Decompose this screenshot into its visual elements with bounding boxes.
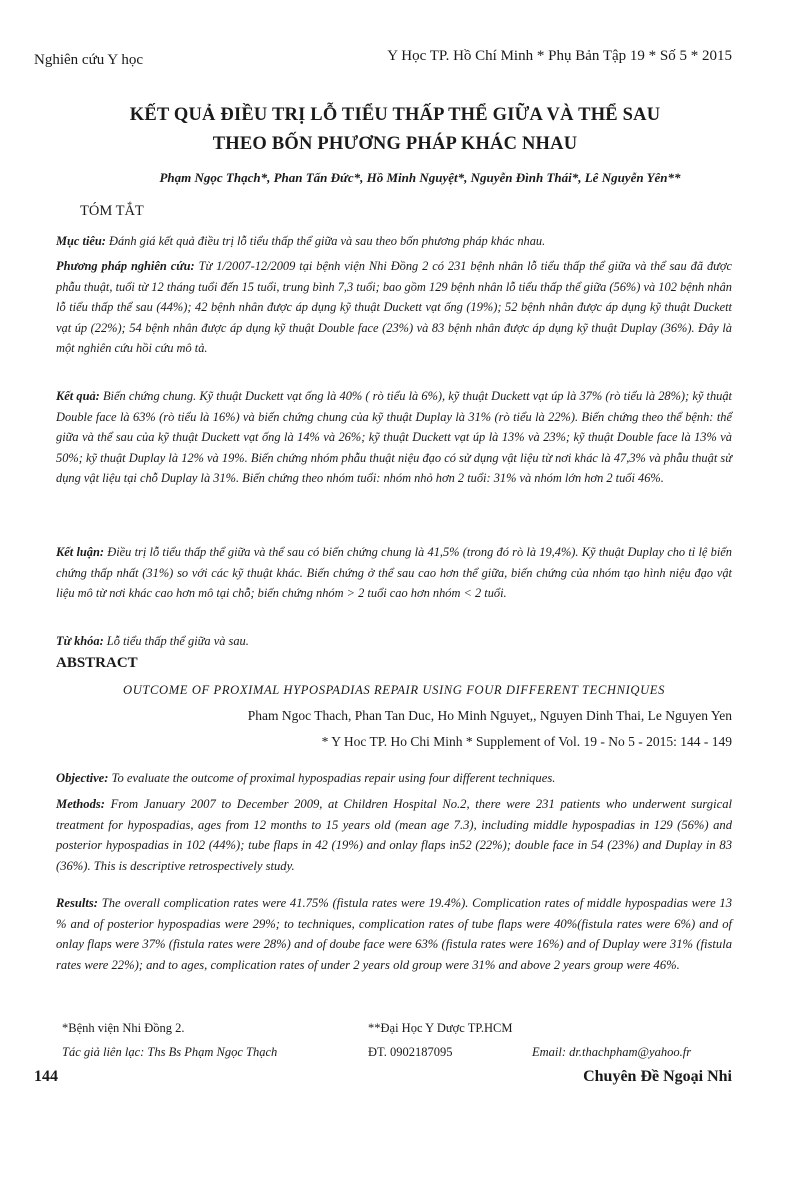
section-heading-tom-tat: TÓM TẮT (80, 203, 144, 219)
page-number: 144 (34, 1068, 58, 1085)
running-header-left: Nghiên cứu Y học (34, 52, 144, 68)
english-author-list: Pham Ngoc Thach, Phan Tan Duc, Ho Minh Nguyet,, Nguyen Dinh Thai, Le Nguyen Yen (247, 708, 732, 723)
text-methods: From January 2007 to December 2009, at Children Hospital No.2, there were 231 patients who underwent surgical treatment for hypospadias, ages from 12 months to 15 years old (mean age 7.3), including middle hypospadias in 129 (56%) and posterior hypospadias in 102 (44%); tube flaps in 42 (19%) and onlay flaps in52 (22%); double face in 54 (23%) and Duplay in 83 (36%). This is descriptive retrospectively study. (56, 797, 732, 873)
footnote-affiliation-1: *Bệnh viện Nhi Đồng 2. (62, 1021, 185, 1035)
label-muc-tieu: Mục tiêu: (56, 234, 106, 248)
abstract-vi-objective (56, 231, 732, 252)
section-heading-abstract: ABSTRACT (56, 655, 138, 671)
label-ket-luan: Kết luận: (56, 545, 104, 559)
article-title-line-2: THEO BỐN PHƯƠNG PHÁP KHÁC NHAU (212, 134, 578, 154)
footnote-phone: ĐT. 0902187095 (368, 1045, 453, 1059)
footnote-affiliation-2: **Đại Học Y Dược TP.HCM (368, 1021, 513, 1035)
english-title: OUTCOME OF PROXIMAL HYPOSPADIAS REPAIR USING FOUR DIFFERENT TECHNIQUES (123, 683, 665, 697)
text-phuong-phap: Từ 1/2007-12/2009 tại bệnh viện Nhi Đồng 2 có 231 bệnh nhân lỗ tiểu thấp thể giữa và thể sau đã được phẫu thuật, tuổi từ 12 tháng tuổi đến 15 tuổi, trung bình 7,3 tuổi; bao gồm 129 bệnh nhân lỗ tiểu thấp thể giữa (56%) và 102 bệnh nhân lỗ tiểu thấp thể sau (44%); 42 bệnh nhân được áp dụng kỹ thuật Duckett vạt ống (19%); 52 bệnh nhân được áp dụng kỹ thuật Duckett vạt úp (22%); 54 bệnh nhân được áp dụng kỹ thuật Double face (23%) và 83 bệnh nhân được áp dụng kỹ thuật Duplay (36%). Đây là một nghiên cứu hồi cứu mô tả. (56, 259, 733, 355)
abstract-vi-results (56, 386, 732, 489)
citation-line: * Y Hoc TP. Ho Chi Minh * Supplement of Vol. 19 - No 5 - 2015: 144 - 149 (321, 734, 732, 749)
abstract-vi-keywords (56, 631, 732, 652)
text-muc-tieu: Đánh giá kết quả điều trị lỗ tiểu thấp thể giữa và sau theo bốn phương pháp khác nhau. (105, 234, 546, 248)
label-methods: Methods: (56, 797, 105, 811)
text-objective: To evaluate the outcome of proximal hypospadias repair using four different techniques. (108, 771, 556, 785)
label-objective: Objective: (56, 771, 109, 785)
abstract-en-objective (56, 768, 732, 789)
label-results: Results: (56, 896, 98, 910)
abstract-en-methods (56, 794, 732, 876)
text-tu-khoa: Lỗ tiểu thấp thể giữa và sau. (103, 634, 249, 648)
journal-section-name: Chuyên Đề Ngoại Nhi (583, 1068, 732, 1085)
footnote-contact-author: Tác giả liên lạc: Ths Bs Phạm Ngọc Thạch (62, 1045, 278, 1059)
text-ket-luan: Điều trị lỗ tiểu thấp thể giữa và thể sau có biến chứng chung là 41,5% (trong đó rò là 19,4%). Kỹ thuật Duplay cho tỉ lệ biến chứng thấp nhất (31%) so với các kỹ thuật khác. Biến chứng ở thể sau cao hơn thể giữa, biến chứng của nhóm tạo hình niệu đạo vật liệu mô từ nơi khác cao hơn mô tại chỗ; biến chứng nhóm > 2 tuổi cao hơn nhóm < 2 tuổi. (56, 545, 732, 600)
abstract-vi-conclusion (56, 542, 732, 604)
running-header-right: Y Học TP. Hồ Chí Minh * Phụ Bản Tập 19 * Số 5 * 2015 (387, 48, 732, 64)
label-phuong-phap: Phương pháp nghiên cứu: (56, 259, 195, 273)
article-title-line-1: KẾT QUẢ ĐIỀU TRỊ LỖ TIỂU THẤP THỂ GIỮA VÀ THỂ SAU (129, 105, 661, 125)
text-results: The overall complication rates were 41.75% (fistula rates were 19.4%). Complication rates of middle hypospadias were 13 % and of posterior hypospadias were 29%; to techniques, complication rates of tube flaps were 40%(fistula rates were 6%) and of onlay flaps were 37% (fistula rates were 28%) and of doube face were 63% (fistula rates were 16%) and of Duplay were 31% (fistula rates were 22%); and to ages, complication rates of under 2 years old group were 31% and above 2 years group were 46%. (56, 896, 732, 972)
abstract-en-results (56, 893, 732, 975)
label-tu-khoa: Từ khóa: (56, 634, 104, 648)
text-ket-qua: Biến chứng chung. Kỹ thuật Duckett vạt ống là 40% ( rò tiểu là 6%), kỹ thuật Duckett vạt úp là 37% (rò tiểu là 28%); kỹ thuật Double face là 63% (rò tiểu là 16%) và biến chứng chung của kỹ thuật Duplay là 31% (rò tiểu là 22%). Biến chứng theo thể bệnh: thể giữa và thể sau của kỹ thuật Duckett vạt ống là 14% và 26%; kỹ thuật Duckett vạt úp là 13% và 23%; kỹ thuật Double face là 13% và 50%; kỹ thuật Duplay là 12% và 19%. Biến chứng nhóm phẫu thuật niệu đạo có sử dụng vật liệu từ nơi khác là 47,3% và phẫu thuật sử dụng vật liệu tại chỗ Duplay là 31%. Biến chứng theo nhóm tuổi: nhóm nhỏ hơn 2 tuổi: 31% và nhóm lớn hơn 2 tuổi 46%. (56, 389, 732, 485)
footnote-email: Email: dr.thachpham@yahoo.fr (532, 1045, 692, 1059)
abstract-vi-methods (56, 256, 732, 359)
author-list: Phạm Ngọc Thạch*, Phan Tấn Đức*, Hồ Minh Nguyệt*, Nguyễn Đình Thái*, Lê Nguyễn Yên** (159, 170, 681, 185)
label-ket-qua: Kết quả: (56, 389, 100, 403)
